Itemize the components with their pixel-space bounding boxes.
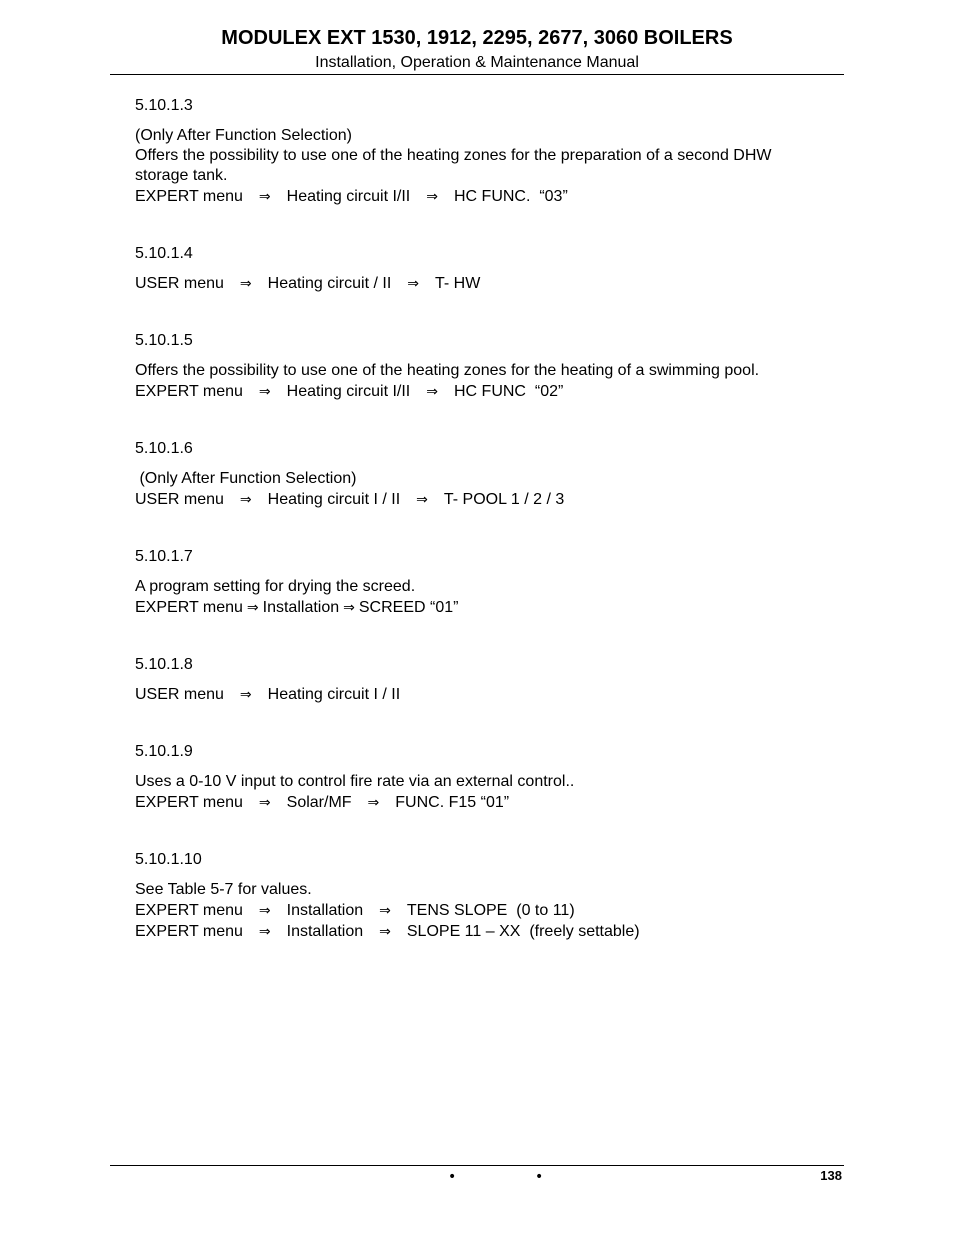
menu-step: EXPERT menu [135,599,243,616]
menu-step: Heating circuit I/II [286,188,411,205]
section-number: 5.10.1.3 [135,97,193,114]
arrow-icon: ⇒ [258,924,271,940]
section-number: 5.10.1.7 [135,548,193,565]
menu-step: Heating circuit / II [267,275,392,292]
arrow-icon: ⇒ [416,492,428,508]
menu-step: EXPERT menu [135,902,243,919]
menu-step: Installation [262,599,340,616]
section-text: See Table 5-7 for values. [135,881,312,898]
arrow-icon: ⇒ [258,189,271,205]
section-number: 5.10.1.5 [135,332,193,349]
page-number: 138 [820,1168,842,1183]
section-text: A program setting for drying the screed. [135,578,416,595]
menu-step: HC FUNC. “03” [453,188,568,205]
section-5-10-1-8 [135,655,825,705]
menu-path [135,922,825,942]
section-5-10-1-3 [135,96,825,207]
menu-path [135,274,825,294]
section-text: (Only After Function Selection) [135,127,352,144]
page-header-title: MODULEX EXT 1530, 1912, 2295, 2677, 3060 BOILERS [221,27,733,49]
menu-step: USER menu [135,686,224,703]
section-text: Uses a 0-10 V input to control fire rate via an external control.. [135,773,575,790]
arrow-icon: ⇒ [379,924,391,940]
menu-step: Heating circuit I / II [267,491,401,508]
menu-step: TENS SLOPE (0 to 11) [406,902,575,919]
menu-path [135,901,825,921]
menu-step: Solar/MF [286,794,352,811]
menu-step: HC FUNC “02” [453,383,564,400]
header-rule [110,74,844,75]
section-number: 5.10.1.8 [135,656,193,673]
section-text: (Only After Function Selection) [135,470,357,487]
section-5-10-1-9 [135,742,825,813]
menu-step: SLOPE 11 – XX (freely settable) [406,923,640,940]
menu-step: Installation [286,902,364,919]
section-text: Offers the possibility to use one of the heating zones for the preparation of a second DHW storage tank. [135,147,776,184]
section-number: 5.10.1.9 [135,743,193,760]
menu-step: USER menu [135,491,224,508]
document-body [135,96,825,979]
section-number: 5.10.1.10 [135,851,202,868]
menu-path [135,490,825,510]
arrow-icon: ⇒ [239,492,252,508]
menu-step: Installation [286,923,364,940]
section-number: 5.10.1.6 [135,440,193,457]
menu-step: Heating circuit I/II [286,383,411,400]
section-number: 5.10.1.4 [135,245,193,262]
menu-step: FUNC. F15 “01” [395,794,510,811]
arrow-icon: ⇒ [239,276,252,292]
menu-step: Heating circuit I / II [267,686,401,703]
section-text: Offers the possibility to use one of the heating zones for the heating of a swimming pool. [135,362,760,379]
section-5-10-1-10 [135,850,825,942]
footer-rule [110,1165,844,1166]
menu-step: EXPERT menu [135,383,243,400]
page-header-subtitle: Installation, Operation & Maintenance Manual [315,54,639,71]
menu-step: USER menu [135,275,224,292]
menu-path [135,598,825,618]
section-5-10-1-6 [135,439,825,510]
arrow-icon: ⇒ [407,276,419,292]
arrow-icon: ⇒ [343,600,355,616]
footer-bullet: • [535,1169,544,1185]
menu-step: EXPERT menu [135,188,243,205]
menu-step: T- POOL 1 / 2 / 3 [443,491,565,508]
menu-step: EXPERT menu [135,794,243,811]
arrow-icon: ⇒ [258,903,271,919]
arrow-icon: ⇒ [379,903,391,919]
section-5-10-1-5 [135,331,825,402]
menu-path [135,793,825,813]
menu-path [135,382,825,402]
arrow-icon: ⇒ [426,384,438,400]
menu-step: EXPERT menu [135,923,243,940]
menu-path [135,187,825,207]
footer-bullet: • [448,1169,457,1185]
arrow-icon: ⇒ [258,384,271,400]
arrow-icon: ⇒ [426,189,438,205]
menu-path [135,685,825,705]
section-5-10-1-7 [135,547,825,618]
arrow-icon: ⇒ [239,687,252,703]
menu-step: SCREED “01” [358,599,459,616]
arrow-icon: ⇒ [367,795,380,811]
arrow-icon: ⇒ [246,600,259,616]
arrow-icon: ⇒ [258,795,271,811]
section-5-10-1-4 [135,244,825,294]
menu-step: T- HW [435,275,481,292]
